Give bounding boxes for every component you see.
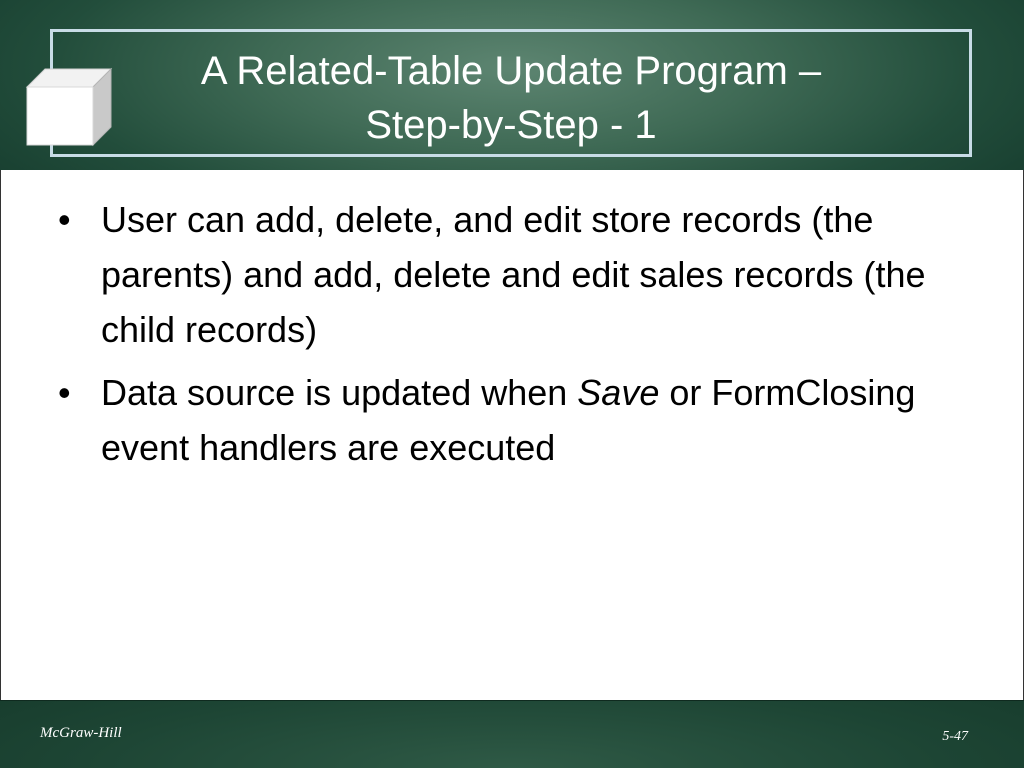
publisher-label: McGraw-Hill: [40, 725, 122, 741]
page-number: 5-47: [942, 729, 968, 744]
bullet-list: [58, 192, 958, 483]
slide-title: [50, 44, 972, 152]
bullet-marker: •: [58, 199, 71, 240]
bullet-text-end: or FormClosing event handlers are executed: [101, 372, 916, 468]
bullet-text: User can add, delete, and edit store records (the parents) and add, delete and edit sales records (the child records): [101, 199, 926, 350]
footer-bar: [0, 700, 1024, 768]
bullet-item: [58, 365, 958, 475]
bullet-emphasis: Save: [577, 372, 660, 413]
slide-title-line-1: A Related-Table Update Program –: [200, 49, 822, 93]
bullet-text-start: Data source is updated when: [101, 372, 578, 413]
slide-title-line-2: Step-by-Step - 1: [365, 103, 657, 147]
bullet-marker: •: [58, 372, 71, 413]
bullet-item: [58, 192, 958, 357]
